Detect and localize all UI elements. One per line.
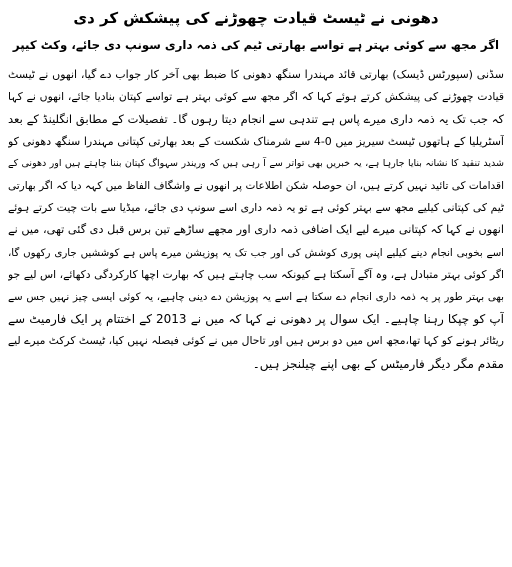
- article-body: [8, 64, 504, 375]
- body-line: ریٹائر ہونے کو کہا تھا،مجھ اس میں دو برس ہیں اور تاحال میں نے کوئی فیصلہ نہیں کیا، ٹیسٹ کرکٹ میرے لیے: [8, 334, 504, 348]
- body-line: اگر کوئی بہتر متبادل ہے، وہ آگے آسکتا ہے کیونکہ سب چاہتے ہیں کہ بھارت اچھا کارکردگی دکھائے، اس لیے جو: [8, 267, 504, 281]
- body-line: اسے بخوبی انجام دینے کیلیے اپنی پوری کوشش کی اور جب تک یہ پوزیشن میرے پاس ہے کوششیں جاری رکھوں گا،: [8, 246, 504, 259]
- article-subheadline: اگر مجھ سے کوئی بہتر ہے تواسے بھارتی ٹیم کی ذمہ داری سونپ دی جائے، وکٹ کیپر: [12, 38, 500, 52]
- body-line: شدید تنقید کا نشانہ بنایا جارہا ہے، یہ خبریں بھی تواتر سے آ رہی ہیں کہ وریندر سہواگ کپتان بننا چاہتے ہیں اور دھونی کے: [8, 157, 504, 169]
- article-headline: دھونی نے ٹیسٹ قیادت چھوڑنے کی پیشکش کر دی: [73, 9, 439, 27]
- body-line: قیادت چھوڑنے کی پیشکش کرتے ہوئے کہا کہ اگر مجھ سے کوئی بہتر ہے تواسے کپتان بنادیا جائے، انھوں نے کہا: [8, 90, 504, 104]
- body-line: آسٹریلیا کے ہاتھوں ٹیسٹ سیریز میں 0-4 سے شرمناک شکست کے بعد بھارتی کپتانی مہندرا سنگھ دھونی کو: [8, 134, 504, 148]
- body-line: آپ کو چپکا رہنا چاہیے۔ ایک سوال پر دھونی نے کہا کہ میں نے 2013 کے اختتام پر ایک فارمیٹ سے: [8, 312, 504, 327]
- body-line-last: مقدم مگر دیگر فارمیٹس کے بھی اپنے چیلنجز ہیں۔: [252, 356, 504, 371]
- body-line: بھی بہتر طور پر یہ ذمہ داری انجام دے سکتا ہے اسے یہ پوزیشن دے دینی چاہیے، یہ کوئی ایسی چیز نہیں جس سے: [8, 291, 504, 304]
- body-line: انھوں نے کہا کہ کپتانی میرے لیے ایک اضافی ذمہ داری اور مجھے ساڑھے تین برس قبل دی گئی تھی، میں نے: [8, 223, 504, 237]
- body-line: کہ جب تک یہ ذمہ داری میرے پاس ہے تندہی سے انجام دیتا رہوں گا۔ تفصیلات کے مطابق انگلینڈ کے بعد: [8, 112, 504, 127]
- body-line: سڈنی (سپورٹس ڈیسک) بھارتی قائد مہندرا سنگھ دھونی کا ضبط بھی آخر کار جواب دے گیا، انھوں نے ٹیسٹ: [8, 68, 504, 81]
- body-line: اقدامات کی تائید نہیں کرتے ہیں، ان حوصلہ شکن اطلاعات پر انھوں نے واشگاف الفاظ میں کہہ دیا کہ اگر بھارتی: [8, 180, 504, 193]
- body-line: ٹیم کی کپتانی کیلیے مجھ سے بہتر کوئی ہے تو یہ ذمہ داری اسے سونپ دی جائے، میڈیا سے بات چیت کرتے ہوئے: [8, 201, 504, 215]
